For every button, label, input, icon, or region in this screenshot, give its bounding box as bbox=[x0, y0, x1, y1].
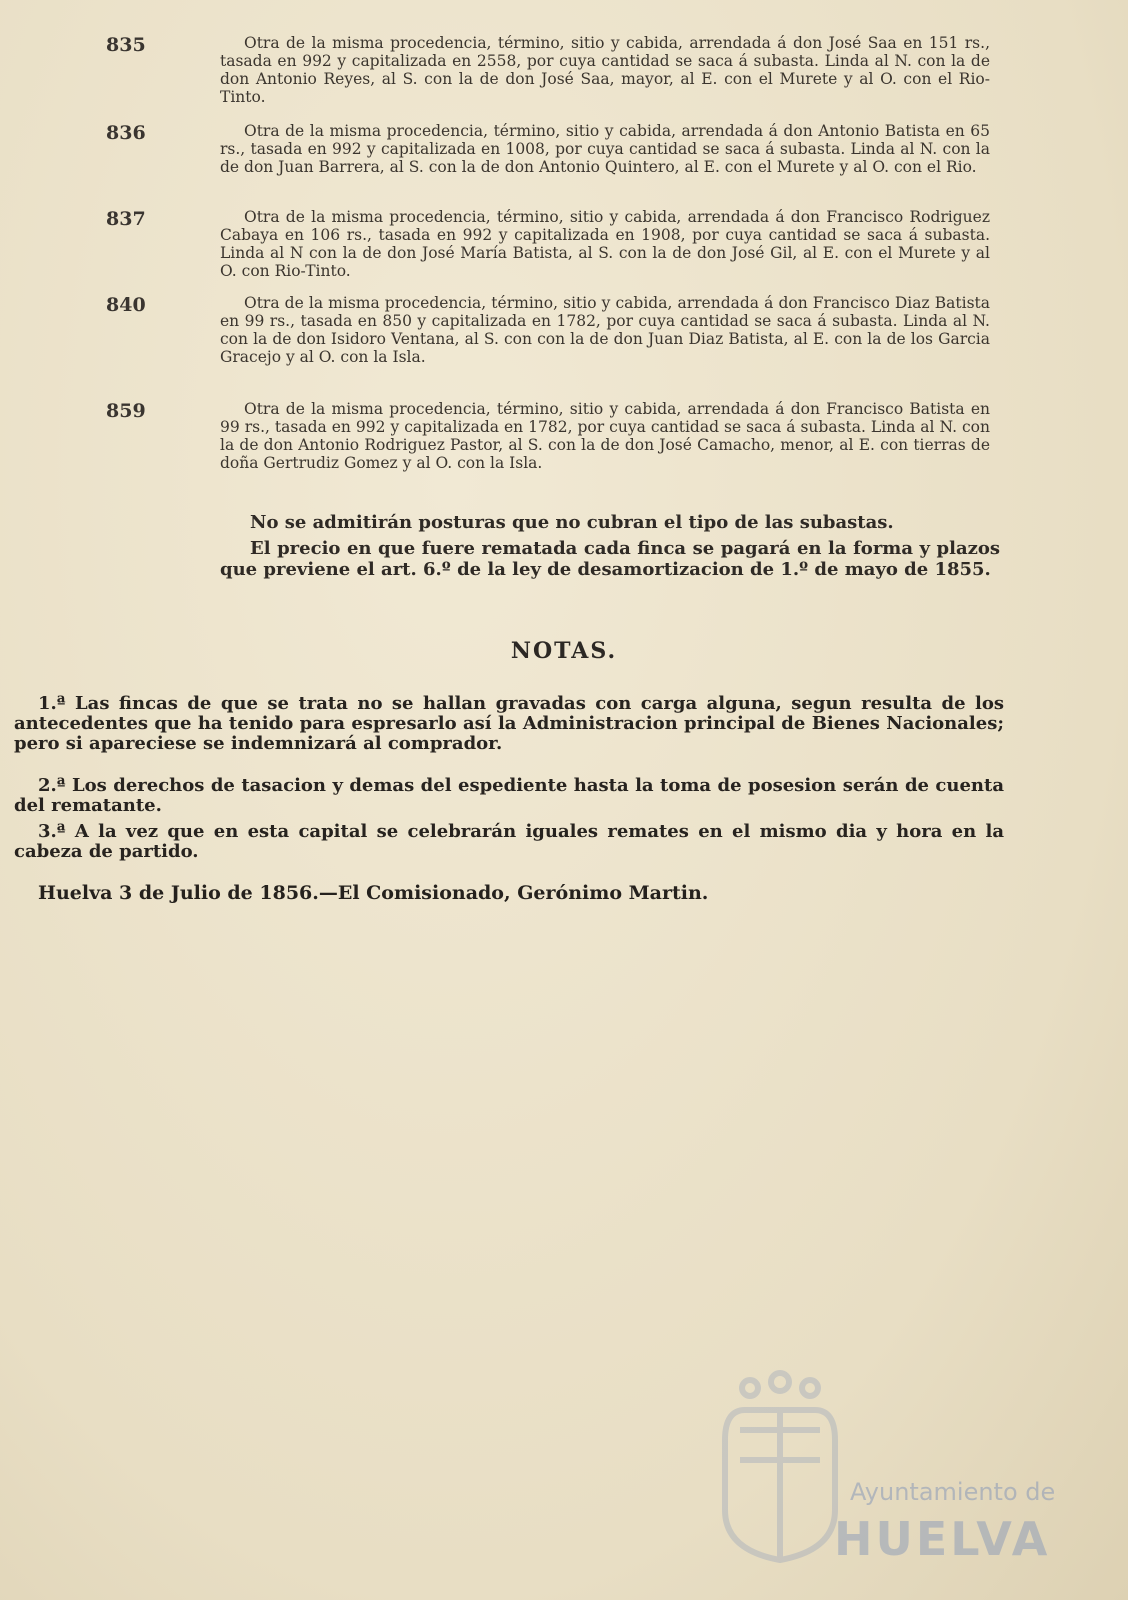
entry-text: Otra de la misma procedencia, término, sitio y cabida, arrendada á don Antonio Batista en 65 rs., tasada en 992 y capitalizada en 1008, por cuya cantidad se saca á subasta. Linda al N. con la de don Juan Barrera, al S. con la de don Antonio Quintero, al E. con el Murete y al O. con el Rio. bbox=[220, 122, 990, 176]
entry-number: 836 bbox=[106, 122, 146, 144]
entry-number: 837 bbox=[106, 208, 146, 230]
entry-859 bbox=[100, 400, 1005, 472]
price-paragraph: El precio en que fuere rematada cada finca se pagará en la forma y plazos que previene el art. 6.º de la ley de desamortizacion de 1.º de mayo de 1855. bbox=[220, 538, 1000, 580]
entry-text: Otra de la misma procedencia, término, sitio y cabida, arrendada á don Francisco Batista en 99 rs., tasada en 992 y capitalizada en 1782, por cuya cantidad se saca á subasta. Linda al N. con la de don Antonio Rodriguez Pastor, al S. con la de don José Camacho, menor, al E. con tierras de doña Gertrudiz Gomez y al O. con la Isla. bbox=[220, 400, 990, 472]
entry-835 bbox=[100, 34, 1005, 106]
note-1: 1.ª Las fincas de que se trata no se hallan gravadas con carga alguna, segun resulta de los antecedentes que ha tenido para espresarlo así la Administracion principal de Bienes Nacionales; pero si apareciese se indemnizará al comprador. bbox=[14, 693, 1004, 754]
entry-text: Otra de la misma procedencia, término, sitio y cabida, arrendada á don Francisco Diaz Batista en 99 rs., tasada en 850 y capitalizada en 1782, por cuya cantidad se saca á subasta. Linda al N. con la de don Isidoro Ventana, al S. con con la de don Juan Diaz Batista, al E. con la de los Garcia Gracejo y al O. con la Isla. bbox=[220, 294, 990, 366]
entry-text: Otra de la misma procedencia, término, sitio y cabida, arrendada á don Francisco Rodriguez Cabaya en 106 rs., tasada en 992 y capitalizada en 1908, por cuya cantidad se saca á subasta. Linda al N con la de don José María Batista, al S. con la de don José Gil, al E. con el Murete y al O. con Rio-Tinto. bbox=[220, 208, 990, 280]
entry-837 bbox=[100, 208, 1005, 280]
no-admit-paragraph: No se admitirán posturas que no cubran el tipo de las subastas. bbox=[250, 512, 894, 533]
entry-number: 835 bbox=[106, 34, 146, 56]
entry-text: Otra de la misma procedencia, término, sitio y cabida, arrendada á don José Saa en 151 rs., tasada en 992 y capitalizada en 2558, por cuya cantidad se saca á subasta. Linda al N. con la de don Antonio Reyes, al S. con la de don José Saa, mayor, al E. con el Murete y al O. con el Rio-Tinto. bbox=[220, 34, 990, 106]
entry-836 bbox=[100, 122, 1005, 176]
entry-number: 859 bbox=[106, 400, 146, 422]
entry-840 bbox=[100, 294, 1005, 366]
note-2: 2.ª Los derechos de tasacion y demas del espediente hasta la toma de posesion serán de cuenta del rematante. bbox=[14, 775, 1004, 816]
note-3: 3.ª A la vez que en esta capital se celebrarán iguales remates en el mismo dia y hora en la cabeza de partido. bbox=[14, 821, 1004, 862]
closing-signature: Huelva 3 de Julio de 1856.—El Comisionado, Gerónimo Martin. bbox=[38, 882, 709, 904]
notes-heading: NOTAS. bbox=[510, 638, 618, 664]
watermark-line-2: HUELVA bbox=[834, 1512, 1051, 1566]
entry-number: 840 bbox=[106, 294, 146, 316]
watermark-line-1: Ayuntamiento de bbox=[850, 1478, 1056, 1506]
